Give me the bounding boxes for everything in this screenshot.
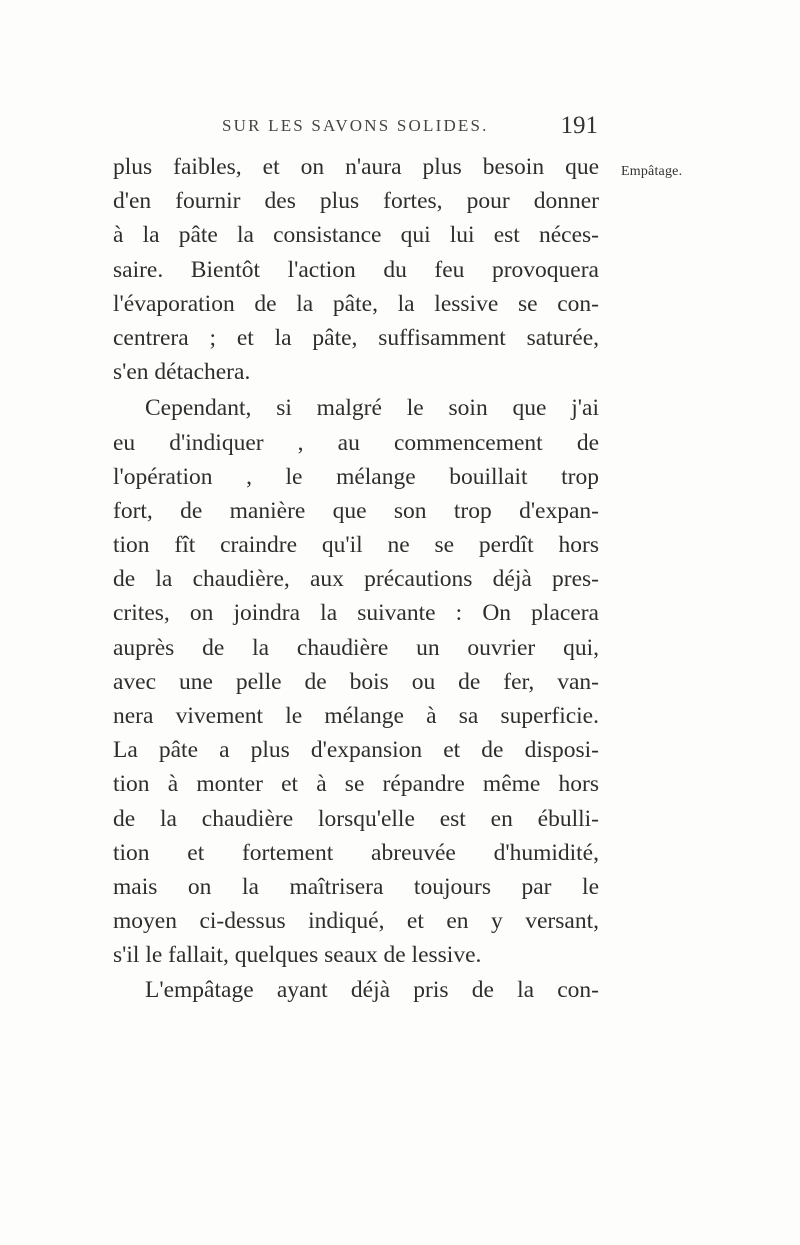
text-line: tion fît craindre qu'il ne se perdît hors [113, 532, 599, 559]
text-line: s'en détachera. [113, 359, 251, 386]
text-line: moyen ci-dessus indiqué, et en y versant, [113, 908, 599, 935]
running-head-title: SUR LES SAVONS SOLIDES. [222, 116, 489, 135]
paragraph-2 [113, 391, 599, 972]
text-line: centrera ; et la pâte, suffisamment saturée, [113, 324, 599, 351]
text-line: eu d'indiquer , au commencement de [113, 429, 599, 456]
text-line: à la pâte la consistance qui lui est néces- [113, 222, 599, 249]
text-line: avec une pelle de bois ou de fer, van- [113, 668, 599, 695]
text-line: nera vivement le mélange à sa superficie. [113, 703, 599, 729]
text-line: tion à monter et à se répandre même hors [113, 771, 599, 798]
text-line: La pâte a plus d'expansion et de disposi- [113, 737, 599, 764]
text-line: mais on la maîtrisera toujours par le [113, 873, 599, 900]
text-line: saire. Bientôt l'action du feu provoquera [113, 256, 599, 283]
text-line: s'il le fallait, quelques seaux de lessive. [113, 942, 482, 969]
page-number: 191 [560, 112, 598, 139]
paragraph-1 [113, 150, 599, 389]
margin-note: Empâtage. [621, 164, 683, 179]
text-line: d'en fournir des plus fortes, pour donner [113, 188, 599, 215]
text-line: de la chaudière lorsqu'elle est en ébulli- [113, 805, 599, 832]
text-line: l'opération , le mélange bouillait trop [113, 463, 599, 490]
text-line: L'empâtage ayant déjà pris de la con- [145, 976, 599, 1003]
text-line: fort, de manière que son trop d'expan- [113, 497, 599, 524]
running-head [222, 114, 598, 144]
body-text [113, 150, 599, 1007]
paragraph-3 [113, 973, 599, 1007]
text-line: tion et fortement abreuvée d'humidité, [113, 839, 599, 866]
text-line: plus faibles, et on n'aura plus besoin que [113, 154, 599, 180]
text-line: de la chaudière, aux précautions déjà pres- [113, 566, 599, 593]
text-line: crites, on joindra la suivante : On placera [113, 600, 599, 627]
text-line: Cependant, si malgré le soin que j'ai [145, 395, 599, 422]
text-line: l'évaporation de la pâte, la lessive se con- [113, 290, 599, 317]
text-line: auprès de la chaudière un ouvrier qui, [113, 634, 599, 661]
